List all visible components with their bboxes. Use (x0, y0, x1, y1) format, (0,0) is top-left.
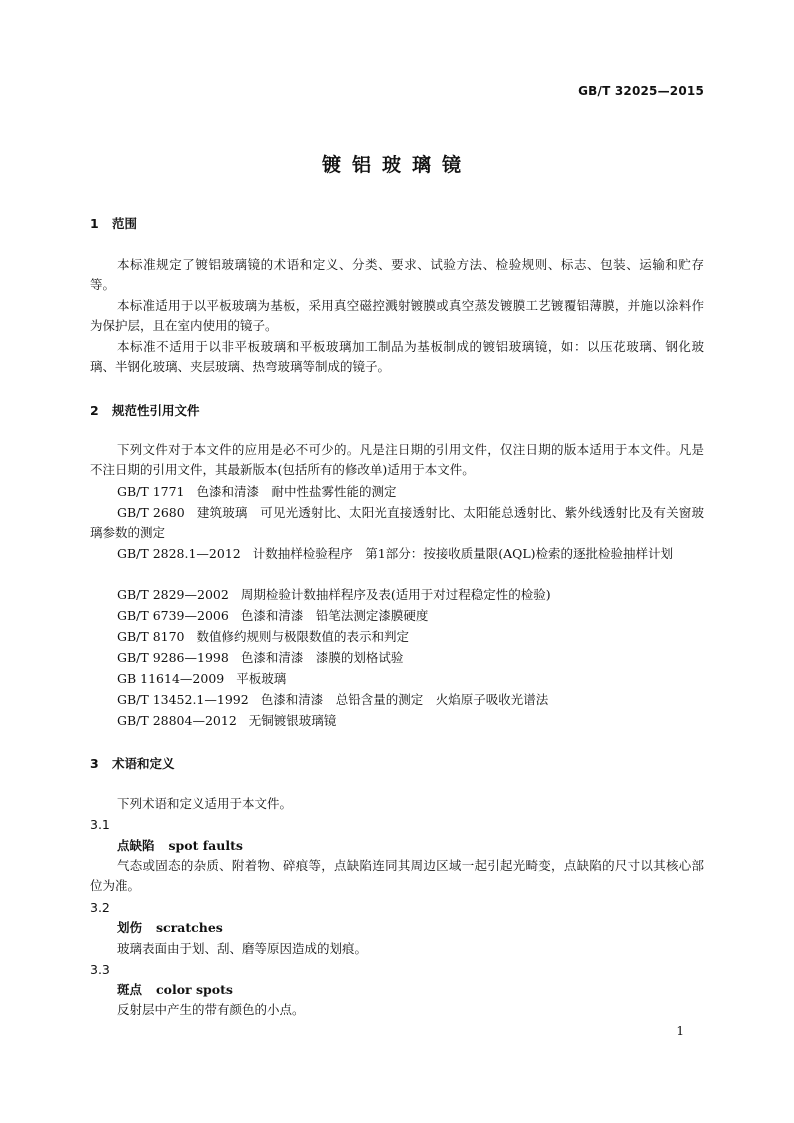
reference-code: GB 11614—2009 (117, 671, 225, 686)
standard-code: GB/T 32025—2015 (578, 84, 704, 98)
section-1-paragraph: 本标准适用于以平板玻璃为基板，采用真空磁控溅射镀膜或真空蒸发镀膜工艺镀覆铝薄膜，并施以涂料作为保护层，且在室内使用的镜子。 (90, 298, 704, 333)
term-name (117, 918, 223, 938)
section-2-heading (90, 401, 200, 419)
section-number: 1 (90, 216, 99, 231)
term-number: 3.1 (90, 817, 110, 832)
term-definition: 反射层中产生的带有颜色的小点。 (117, 1002, 305, 1017)
reference-code: GB/T 2828.1—2012 (117, 546, 241, 561)
section-3-heading (90, 754, 175, 772)
reference-code: GB/T 8170 (117, 629, 185, 644)
term-name-zh: 划伤 (117, 920, 143, 935)
term-name-zh: 斑点 (117, 982, 143, 997)
section-2-intro: 下列文件对于本文件的应用是必不可少的。凡是注日期的引用文件，仅注日期的版本适用于本文件。凡是不注日期的引用文件，其最新版本(包括所有的修改单)适用于本文件。 (90, 442, 704, 477)
term-name-en: scratches (156, 920, 223, 935)
reference-code: GB/T 2680 (117, 505, 185, 520)
reference-title: 色漆和清漆 铅笔法测定漆膜硬度 (240, 608, 429, 623)
reference-code: GB/T 2829—2002 (117, 587, 229, 602)
reference-item (117, 585, 551, 605)
page-number: 1 (676, 1024, 684, 1038)
reference-title: 色漆和清漆 漆膜的划格试验 (240, 650, 404, 665)
term-number: 3.2 (90, 900, 110, 915)
reference-code: GB/T 28804—2012 (117, 713, 237, 728)
reference-item (90, 544, 704, 564)
reference-title: 色漆和清漆 总铅含量的测定 火焰原子吸收光谱法 (260, 692, 549, 707)
term-definition: 气态或固态的杂质、附着物、碎痕等，点缺陷连同其周边区域一起引起光畸变，点缺陷的尺寸以其核心部位为准。 (90, 858, 704, 893)
reference-item (117, 711, 336, 731)
reference-title: 周期检验计数抽样程序及表(适用于对过程稳定性的检验) (240, 587, 551, 602)
reference-code: GB/T 6739—2006 (117, 608, 229, 623)
section-number: 3 (90, 756, 99, 771)
section-title: 范围 (112, 216, 138, 231)
term-name-en: spot faults (168, 838, 243, 853)
term-name (117, 980, 233, 1000)
reference-item (117, 669, 286, 689)
section-title: 术语和定义 (112, 756, 175, 771)
reference-title: 平板玻璃 (236, 671, 287, 686)
reference-title: 无铜镀银玻璃镜 (248, 713, 337, 728)
reference-item (117, 690, 548, 710)
term-number: 3.3 (90, 962, 110, 977)
reference-title: 数值修约规则与极限数值的表示和判定 (196, 629, 410, 644)
section-1-heading (90, 214, 137, 232)
term-definition: 玻璃表面由于划、刮、磨等原因造成的划痕。 (117, 941, 368, 956)
section-1-paragraph: 本标准规定了镀铝玻璃镜的术语和定义、分类、要求、试验方法、检验规则、标志、包装、运输和贮存等。 (90, 257, 704, 292)
reference-item (117, 606, 428, 626)
term-name-en: color spots (156, 982, 233, 997)
section-title: 规范性引用文件 (112, 403, 200, 418)
reference-item (117, 482, 397, 502)
document-title: 镀铝玻璃镜 (321, 154, 472, 176)
reference-title: 色漆和清漆 耐中性盐雾性能的测定 (196, 484, 397, 499)
term-name-zh: 点缺陷 (117, 838, 155, 853)
reference-title: 建筑玻璃 可见光透射比、太阳光直接透射比、太阳能总透射比、紫外线透射比及有关窗玻璃参数的测定 (90, 505, 704, 540)
section-number: 2 (90, 403, 99, 418)
term-name (117, 836, 243, 856)
reference-code: GB/T 9286—1998 (117, 650, 229, 665)
reference-code: GB/T 1771 (117, 484, 185, 499)
reference-item (90, 503, 704, 543)
reference-code: GB/T 13452.1—1992 (117, 692, 249, 707)
section-3-intro: 下列术语和定义适用于本文件。 (117, 796, 293, 811)
reference-item (117, 627, 409, 647)
section-1-paragraph: 本标准不适用于以非平板玻璃和平板玻璃加工制品为基板制成的镀铝玻璃镜，如：以压花玻璃、钢化玻璃、半钢化玻璃、夹层玻璃、热弯玻璃等制成的镜子。 (90, 339, 704, 374)
reference-title: 计数抽样检验程序 第1部分：按接收质量限(AQL)检索的逐批检验抽样计划 (252, 546, 674, 561)
reference-item (117, 648, 403, 668)
